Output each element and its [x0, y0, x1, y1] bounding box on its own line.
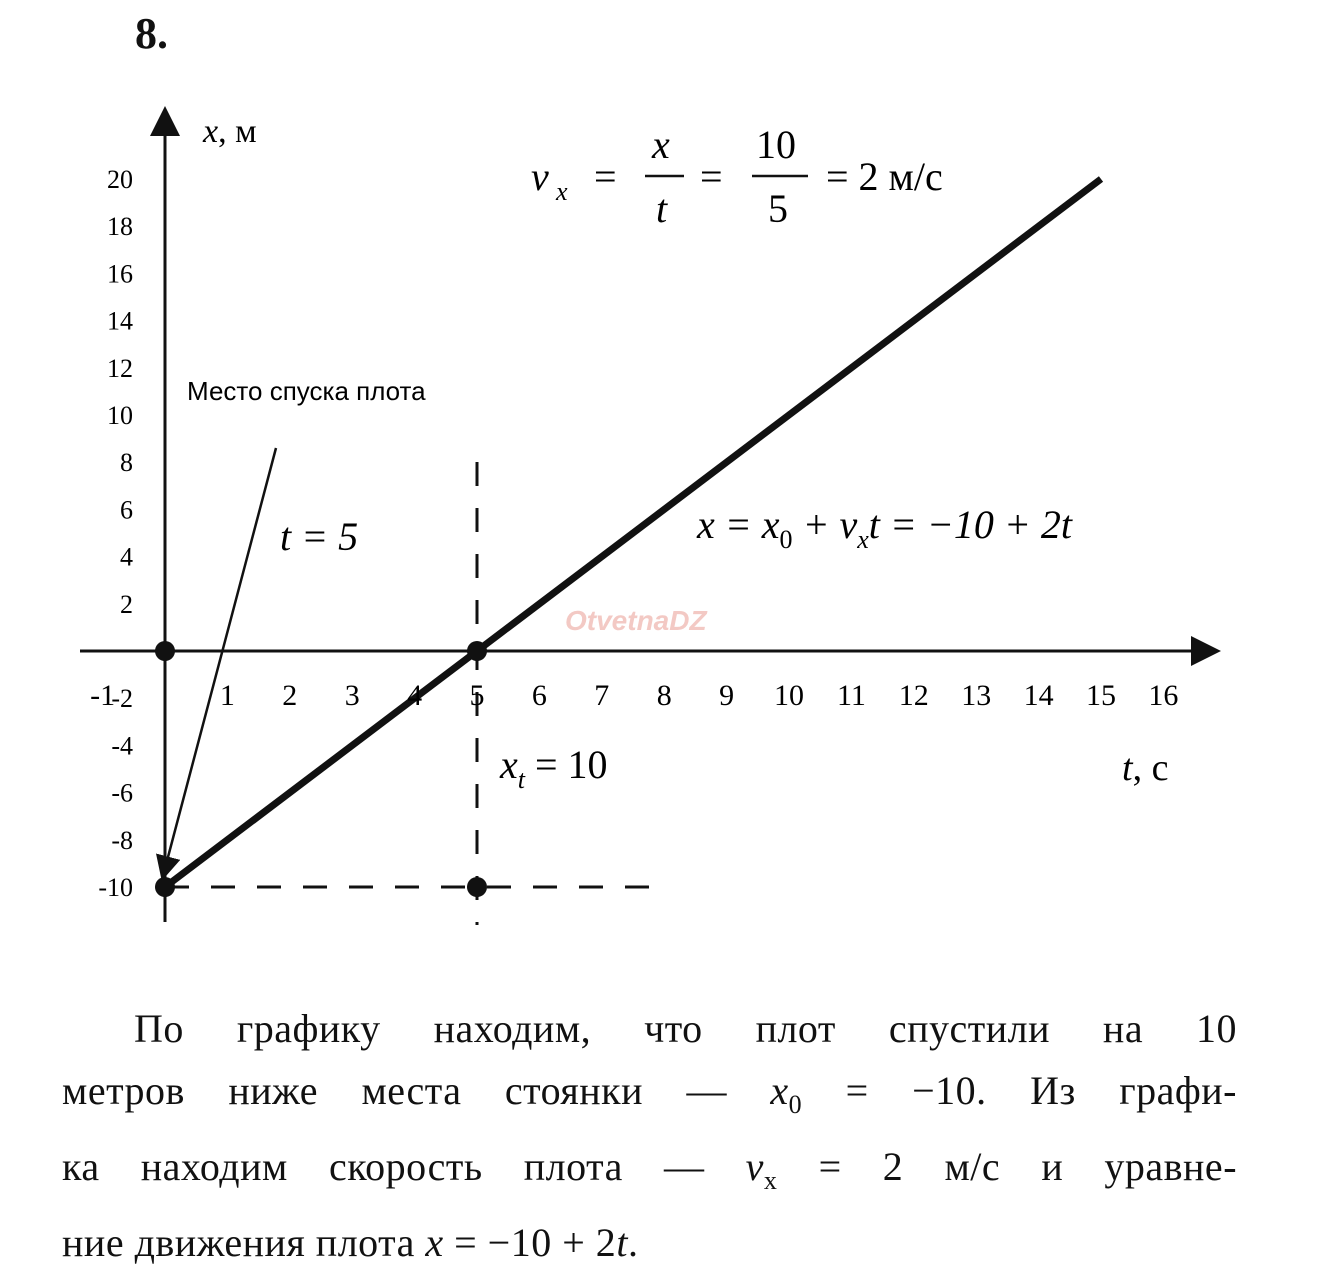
x-tick-label: 14	[1023, 679, 1054, 712]
x-tick-label: 16	[1148, 679, 1179, 712]
x-tick-label: 5	[469, 679, 485, 712]
svg-text:x: x	[556, 177, 568, 206]
x-tick-label: 4	[407, 679, 423, 712]
x-tick-label: 8	[656, 679, 672, 712]
paragraph-line-1: По графику находим, что плот спустили на 10	[134, 1006, 1237, 1051]
y-tick-label: 4	[120, 542, 133, 572]
x-tick-label: 12	[898, 679, 929, 712]
data-point-1	[467, 641, 487, 661]
y-tick-label: -4	[111, 731, 133, 761]
y-tick-label: 8	[120, 448, 133, 478]
paragraph-line-3: ка находим скорость плота — $v_x = 2$ м/с и уравне-	[62, 1144, 1238, 1195]
t-equals-5-label: t = 5	[280, 514, 359, 559]
problem-number: 8.	[135, 9, 168, 58]
motion-equation: $x = x_0 + v_xt = -10 + 2t$	[697, 502, 1073, 554]
x-tick-label: 2	[282, 679, 298, 712]
x-tick-label: 1	[219, 679, 235, 712]
y-tick-label: 14	[107, 306, 133, 336]
velocity-formula	[531, 122, 943, 231]
y-tick-label: 16	[107, 259, 133, 289]
y-tick-labels	[98, 165, 133, 902]
launch-label: Место спуска плота	[187, 376, 426, 406]
svg-text:=: =	[700, 154, 723, 199]
y-tick-label: -8	[111, 825, 133, 855]
y-tick-label: -2	[111, 684, 133, 714]
x-tick-label: 13	[961, 679, 992, 712]
y-tick-label: 18	[107, 212, 133, 242]
y-tick-label: -6	[111, 778, 133, 808]
x-tick-labels	[90, 679, 1178, 712]
svg-text:10: 10	[756, 122, 796, 167]
x-tick-label: 15	[1086, 679, 1116, 712]
x-tick-label: 6	[531, 679, 547, 712]
xt-equals-10-label: $x_t = 10$	[500, 742, 608, 794]
svg-text:=: =	[594, 154, 617, 199]
y-tick-label: 12	[107, 353, 133, 383]
y-tick-label: 2	[120, 589, 133, 619]
svg-text:= 2 м/с: = 2 м/с	[826, 154, 943, 199]
x-tick-label: 7	[594, 679, 610, 712]
svg-text:v: v	[531, 154, 549, 199]
y-axis-label: x, м	[203, 113, 257, 150]
watermark: OtvetnaDZ	[565, 605, 707, 636]
x-tick-label: 10	[774, 679, 804, 712]
data-point-0	[155, 641, 175, 661]
data-point-2	[155, 877, 175, 897]
paragraph-line-2: метров ниже места стоянки — $x_0 = -10$. Из графи-	[62, 1068, 1237, 1119]
y-tick-label: 6	[120, 495, 133, 525]
data-point-3	[467, 877, 487, 897]
svg-text:5: 5	[768, 186, 788, 231]
solution-paragraph	[62, 998, 1237, 1274]
y-tick-label: 10	[107, 401, 133, 430]
x-tick-label: 9	[719, 679, 735, 712]
paragraph-line-4: ние движения плота x = −10 + 2t.	[62, 1220, 639, 1265]
svg-text:x: x	[652, 122, 670, 167]
y-tick-label: -10	[98, 873, 133, 902]
x-tick-label: 11	[836, 679, 866, 712]
y-tick-label: 20	[107, 165, 133, 194]
x-tick-label: 3	[344, 679, 360, 712]
x-tick-label: -1	[90, 679, 116, 712]
x-axis-label: t, с	[1122, 747, 1169, 789]
svg-text:t: t	[656, 186, 668, 231]
